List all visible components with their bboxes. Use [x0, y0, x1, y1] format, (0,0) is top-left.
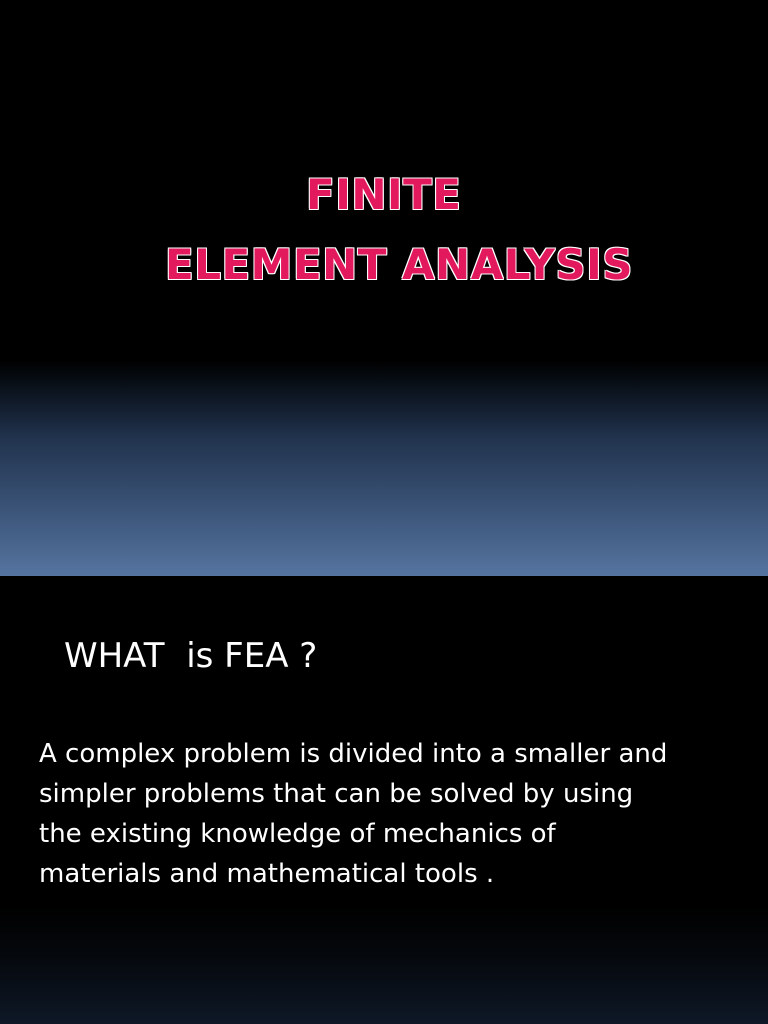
body-line: the existing knowledge of mechanics of [39, 819, 556, 849]
body-line: simpler problems that can be solved by using [39, 779, 634, 809]
body-line: materials and mathematical tools . [39, 859, 495, 889]
slide-body-text [39, 734, 739, 894]
slide-title-line-2: ELEMENT ANALYSIS [165, 240, 633, 289]
slide-title-line-1: FINITE [306, 170, 462, 219]
content-slide [0, 576, 768, 1024]
body-line: A complex problem is divided into a smaller and [39, 739, 668, 769]
slide-heading: WHAT is FEA ? [64, 636, 318, 676]
